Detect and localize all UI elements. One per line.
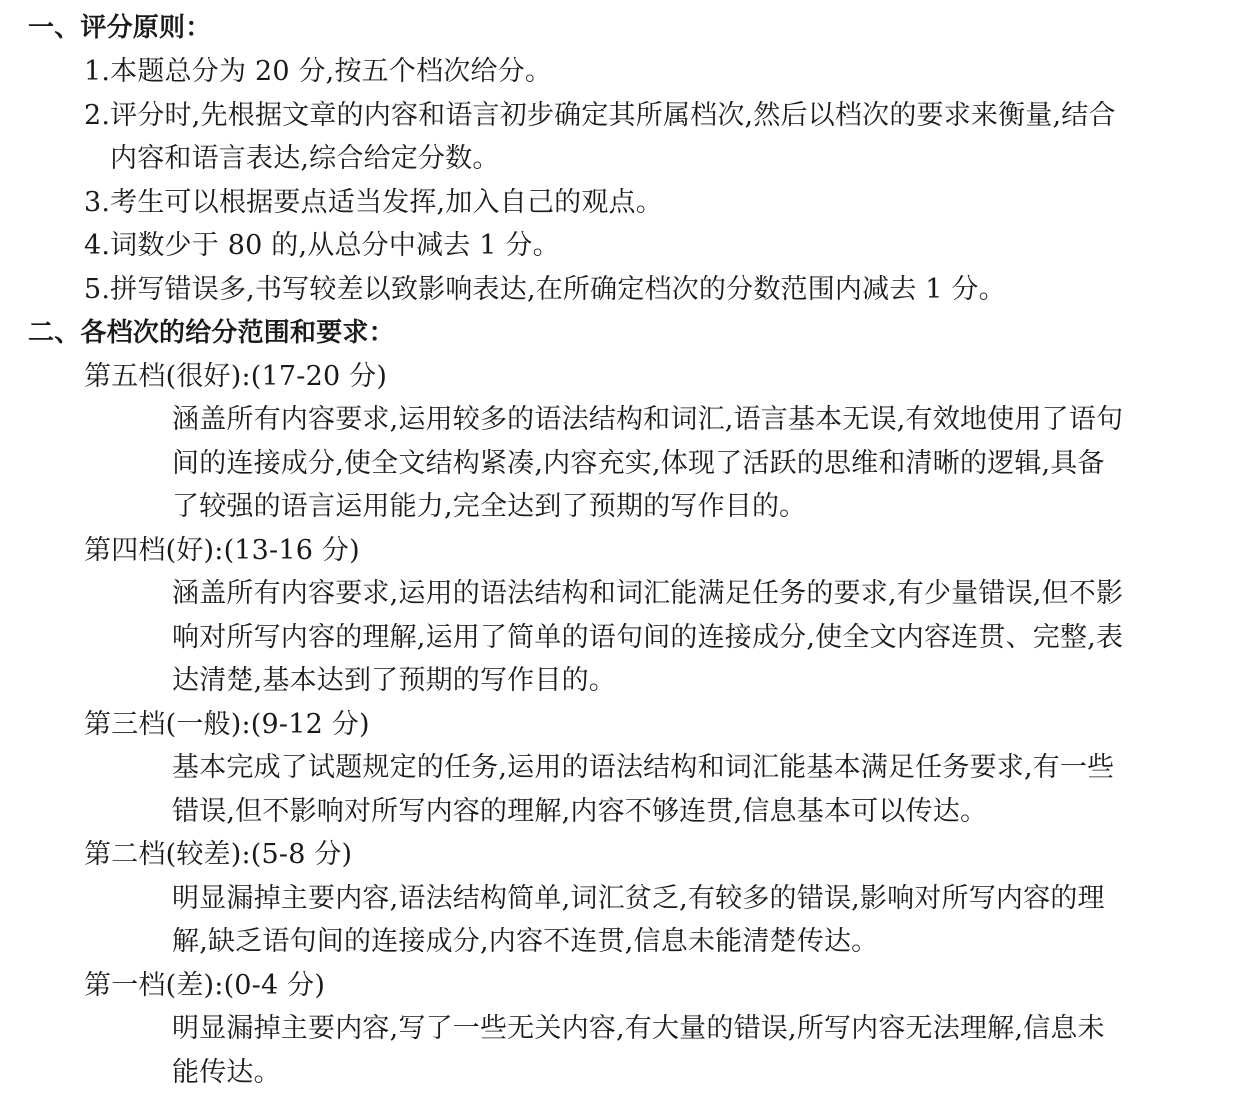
level-2-title: 第二档(较差):(5-8 分) [84,839,353,870]
rule-1-line-1: 1.本题总分为 20 分,按五个档次给分。 [84,56,553,87]
level-5-title: 第五档(很好):(17-20 分) [84,361,388,392]
level-4-line-2: 响对所写内容的理解,运用了简单的语句间的连接成分,使全文内容连贯、完整,表 [172,622,1124,653]
level-5-line-1: 涵盖所有内容要求,运用较多的语法结构和词汇,语言基本无误,有效地使用了语句 [172,404,1124,435]
level-3-title: 第三档(一般):(9-12 分) [84,709,370,740]
level-5-line-2: 间的连接成分,使全文结构紧凑,内容充实,体现了活跃的思维和清晰的逻辑,具备 [172,448,1105,479]
section-1-heading: 一、评分原则： [28,13,212,43]
rule-5-line-1: 5.拼写错误多,书写较差以致影响表达,在所确定档次的分数范围内减去 1 分。 [84,274,1006,305]
level-2-line-1: 明显漏掉主要内容,语法结构简单,词汇贫乏,有较多的错误,影响对所写内容的理 [172,883,1105,914]
section-2-heading: 二、各档次的给分范围和要求： [28,318,395,348]
level-1-line-2: 能传达。 [172,1057,281,1088]
level-4-line-1: 涵盖所有内容要求,运用的语法结构和词汇能满足任务的要求,有少量错误,但不影 [172,578,1124,609]
rule-3-line-1: 3.考生可以根据要点适当发挥,加入自己的观点。 [84,187,663,218]
rule-2-line-1: 2.评分时,先根据文章的内容和语言初步确定其所属档次,然后以档次的要求来衡量,结合 [84,100,1116,131]
level-1-title: 第一档(差):(0-4 分) [84,970,326,1001]
rule-4-line-1: 4.词数少于 80 的,从总分中减去 1 分。 [84,230,560,261]
level-4-title: 第四档(好):(13-16 分) [84,535,360,566]
level-1-line-1: 明显漏掉主要内容,写了一些无关内容,有大量的错误,所写内容无法理解,信息未 [172,1013,1105,1044]
level-3-line-1: 基本完成了试题规定的任务,运用的语法结构和词汇能基本满足任务要求,有一些 [172,752,1115,783]
level-4-line-3: 达清楚,基本达到了预期的写作目的。 [172,665,616,696]
level-5-line-3: 了较强的语言运用能力,完全达到了预期的写作目的。 [172,491,807,522]
rule-2-line-2: 内容和语言表达,综合给定分数。 [110,143,500,174]
level-2-line-2: 解,缺乏语句间的连接成分,内容不连贯,信息未能清楚传达。 [172,926,879,957]
level-3-line-2: 错误,但不影响对所写内容的理解,内容不够连贯,信息基本可以传达。 [172,796,988,827]
